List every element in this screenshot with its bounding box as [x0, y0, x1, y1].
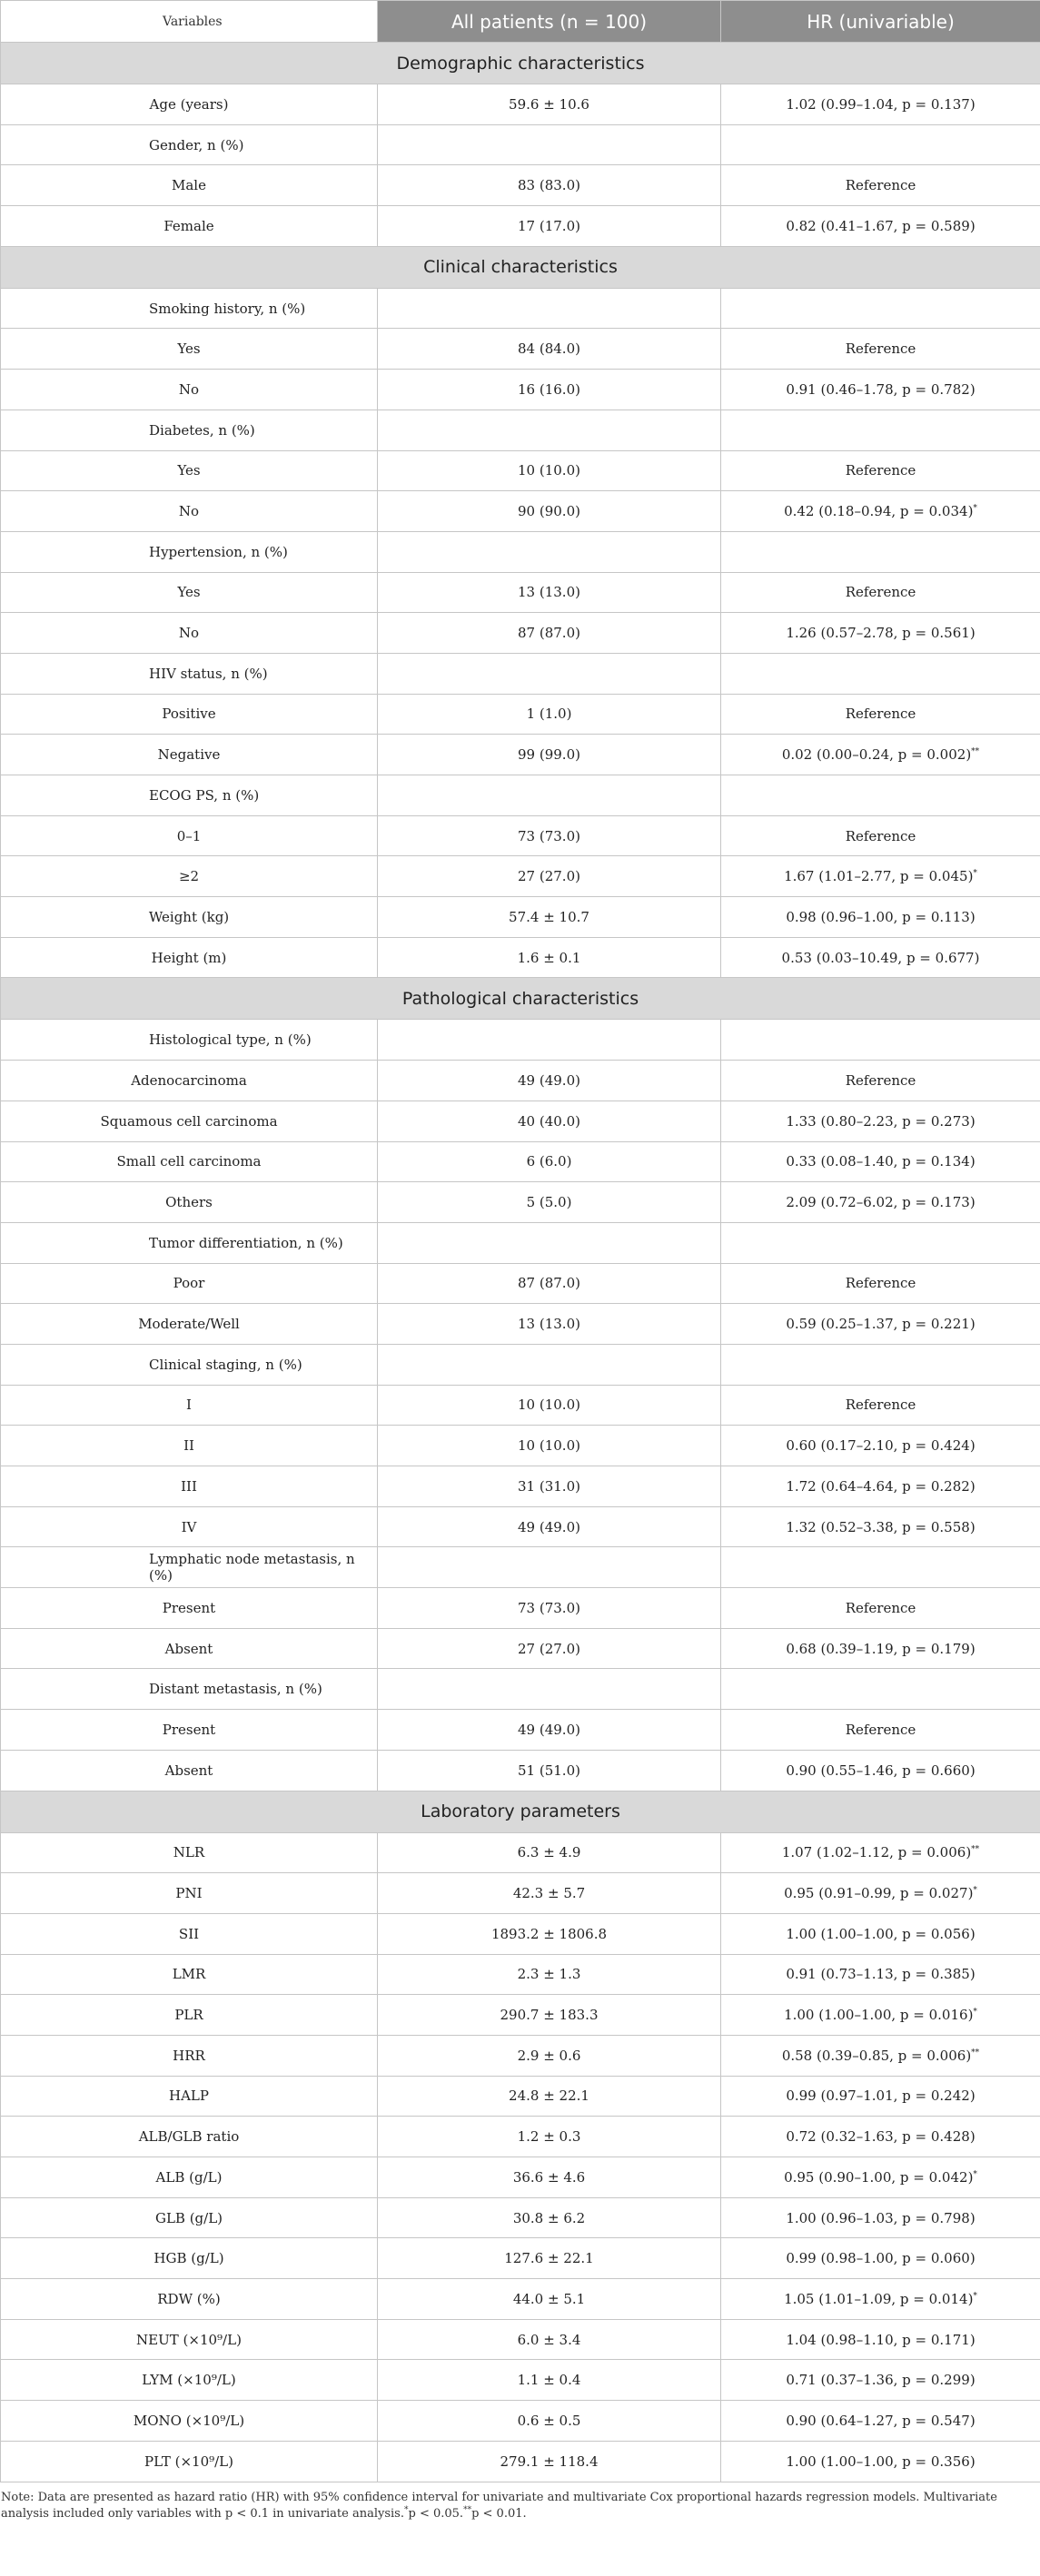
- hr-cell: [721, 1426, 1040, 1466]
- variable-label-cell: ≥2: [1, 856, 378, 897]
- group-label-cell: Distant metastasis, n (%): [1, 1669, 378, 1710]
- hr-cell: [721, 1506, 1040, 1547]
- all-patients-cell: 27 (27.0): [378, 1628, 721, 1669]
- all-patients-cell: 2.3 ± 1.3: [378, 1954, 721, 1995]
- hr-cell: [721, 735, 1040, 775]
- table-row: [1, 84, 1040, 125]
- table-row: [1, 1954, 1040, 1995]
- table-row: [1, 2360, 1040, 2401]
- hr-value: 0.99 (0.98–1.00, p = 0.060): [786, 2250, 976, 2267]
- section-header-row: [1, 1791, 1040, 1832]
- hr-value: Reference: [845, 1397, 916, 1414]
- all-patients-cell: 1.2 ± 0.3: [378, 2117, 721, 2157]
- variable-label-cell: Weight (kg): [1, 897, 378, 938]
- hr-cell: [721, 2157, 1040, 2198]
- all-patients-cell: 0.6 ± 0.5: [378, 2401, 721, 2442]
- group-label-cell: Hypertension, n (%): [1, 531, 378, 572]
- variable-label-cell: No: [1, 491, 378, 532]
- table-footnote: [0, 2482, 1040, 2522]
- hr-value: 0.99 (0.97–1.01, p = 0.242): [786, 2087, 976, 2105]
- hr-cell: [721, 2360, 1040, 2401]
- all-patients-cell: 57.4 ± 10.7: [378, 897, 721, 938]
- variable-label-cell: Present: [1, 1710, 378, 1751]
- table-row: [1, 1913, 1040, 1954]
- hr-cell: [721, 897, 1040, 938]
- hr-value: 0.91 (0.73–1.13, p = 0.385): [786, 1966, 976, 1983]
- hr-value: Reference: [845, 177, 916, 194]
- significance-marker: *: [973, 1886, 977, 1896]
- significance-marker: *: [973, 869, 977, 879]
- section-title: Pathological characteristics: [1, 978, 1040, 1020]
- hr-cell: [721, 1100, 1040, 1141]
- all-patients-cell: [378, 1020, 721, 1061]
- all-patients-cell: 90 (90.0): [378, 491, 721, 532]
- table-row: [1, 1263, 1040, 1304]
- all-patients-cell: 31 (31.0): [378, 1466, 721, 1507]
- hr-value: 0.60 (0.17–2.10, p = 0.424): [786, 1437, 976, 1455]
- variable-label-cell: Small cell carcinoma: [1, 1141, 378, 1182]
- hr-cell: [721, 2319, 1040, 2360]
- header-hr: HR (univariable): [721, 1, 1040, 43]
- variable-label-cell: Others: [1, 1182, 378, 1223]
- group-label-cell: Smoking history, n (%): [1, 288, 378, 329]
- table-row: [1, 1304, 1040, 1345]
- footnote-sig2-mark: **: [463, 2505, 472, 2515]
- variable-label-cell: Absent: [1, 1750, 378, 1791]
- footnote-sig1-text: p < 0.05.: [408, 2506, 464, 2521]
- hr-cell: [721, 450, 1040, 491]
- all-patients-cell: 51 (51.0): [378, 1750, 721, 1791]
- hr-value: 1.07 (1.02–1.12, p = 0.006): [781, 1844, 972, 1861]
- variable-label-cell: HGB (g/L): [1, 2238, 378, 2279]
- variable-label-cell: Adenocarcinoma: [1, 1061, 378, 1101]
- hr-value: 0.91 (0.46–1.78, p = 0.782): [786, 380, 976, 398]
- hr-value: 1.00 (0.96–1.03, p = 0.798): [786, 2209, 976, 2226]
- hr-value: 0.58 (0.39–0.85, p = 0.006): [781, 2047, 972, 2064]
- hr-value: Reference: [845, 1275, 916, 1292]
- variable-label-cell: No: [1, 613, 378, 654]
- hr-cell: [721, 1344, 1040, 1385]
- table-row: [1, 1222, 1040, 1263]
- table-row: [1, 1182, 1040, 1223]
- variable-label-cell: SII: [1, 1913, 378, 1954]
- variable-label-cell: Negative: [1, 735, 378, 775]
- table-row: [1, 124, 1040, 165]
- hr-cell: [721, 2441, 1040, 2482]
- all-patients-cell: 84 (84.0): [378, 329, 721, 370]
- hr-cell: [721, 531, 1040, 572]
- variable-label-cell: GLB (g/L): [1, 2197, 378, 2238]
- variable-label-cell: Height (m): [1, 937, 378, 978]
- all-patients-cell: 10 (10.0): [378, 1426, 721, 1466]
- variable-label-cell: Moderate/Well: [1, 1304, 378, 1345]
- hr-value: Reference: [845, 1071, 916, 1089]
- table-row: [1, 1344, 1040, 1385]
- table-row: [1, 1506, 1040, 1547]
- significance-marker: **: [971, 2048, 980, 2058]
- hr-cell: [721, 2035, 1040, 2076]
- table-row: [1, 2117, 1040, 2157]
- hr-value: 1.33 (0.80–2.23, p = 0.273): [786, 1112, 976, 1130]
- all-patients-cell: [378, 775, 721, 816]
- hr-cell: [721, 1873, 1040, 1914]
- hr-value: 0.72 (0.32–1.63, p = 0.428): [786, 2128, 976, 2146]
- all-patients-cell: 49 (49.0): [378, 1506, 721, 1547]
- variable-label-cell: LYM (×10⁹/L): [1, 2360, 378, 2401]
- hr-cell: [721, 815, 1040, 856]
- group-label-cell: Tumor differentiation, n (%): [1, 1222, 378, 1263]
- hr-cell: [721, 1385, 1040, 1426]
- group-label-cell: ECOG PS, n (%): [1, 775, 378, 816]
- variable-label-cell: NLR: [1, 1832, 378, 1873]
- all-patients-cell: [378, 1669, 721, 1710]
- group-label-cell: Lymphatic node metastasis, n (%): [1, 1547, 378, 1588]
- hr-value: 0.95 (0.90–1.00, p = 0.042): [784, 2168, 974, 2186]
- hr-value: 0.90 (0.64–1.27, p = 0.547): [786, 2412, 976, 2429]
- variable-label-cell: III: [1, 1466, 378, 1507]
- all-patients-cell: 279.1 ± 118.4: [378, 2441, 721, 2482]
- footnote-sig1-mark: *: [404, 2505, 409, 2515]
- all-patients-cell: 13 (13.0): [378, 572, 721, 613]
- table-row: [1, 2157, 1040, 2198]
- table-row: [1, 1669, 1040, 1710]
- significance-marker: **: [971, 747, 980, 757]
- hr-cell: [721, 694, 1040, 735]
- hr-cell: [721, 1588, 1040, 1629]
- table-row: [1, 1385, 1040, 1426]
- hr-value: 0.42 (0.18–0.94, p = 0.034): [784, 503, 974, 520]
- hr-value: Reference: [845, 1599, 916, 1616]
- table-row: [1, 1995, 1040, 2036]
- variable-label-cell: PLR: [1, 1995, 378, 2036]
- all-patients-cell: 87 (87.0): [378, 1263, 721, 1304]
- variable-label-cell: Yes: [1, 450, 378, 491]
- all-patients-cell: 73 (73.0): [378, 1588, 721, 1629]
- hr-value: Reference: [845, 827, 916, 844]
- hr-value: 1.05 (1.01–1.09, p = 0.014): [784, 2290, 974, 2307]
- hr-cell: [721, 1710, 1040, 1751]
- hr-value: 1.72 (0.64–4.64, p = 0.282): [786, 1477, 976, 1495]
- all-patients-cell: 5 (5.0): [378, 1182, 721, 1223]
- section-title: Laboratory parameters: [1, 1791, 1040, 1832]
- hr-cell: [721, 1913, 1040, 1954]
- variable-label-cell: 0–1: [1, 815, 378, 856]
- variable-label-cell: IV: [1, 1506, 378, 1547]
- hr-value: 0.82 (0.41–1.67, p = 0.589): [786, 217, 976, 234]
- table-row: [1, 1141, 1040, 1182]
- table-row: [1, 370, 1040, 410]
- table-row: [1, 1628, 1040, 1669]
- variable-label-cell: Positive: [1, 694, 378, 735]
- table-row: [1, 2076, 1040, 2117]
- variable-label-cell: ALB (g/L): [1, 2157, 378, 2198]
- all-patients-cell: 6.0 ± 3.4: [378, 2319, 721, 2360]
- section-header-row: [1, 978, 1040, 1020]
- variable-label-cell: II: [1, 1426, 378, 1466]
- table-row: [1, 1426, 1040, 1466]
- variable-label-cell: HRR: [1, 2035, 378, 2076]
- all-patients-cell: [378, 531, 721, 572]
- all-patients-cell: 40 (40.0): [378, 1100, 721, 1141]
- all-patients-cell: 1.6 ± 0.1: [378, 937, 721, 978]
- table-row: [1, 815, 1040, 856]
- hr-value: 0.95 (0.91–0.99, p = 0.027): [784, 1885, 974, 1902]
- significance-marker: *: [973, 2291, 977, 2301]
- all-patients-cell: [378, 1547, 721, 1588]
- hr-cell: [721, 775, 1040, 816]
- hr-value: 1.32 (0.52–3.38, p = 0.558): [786, 1518, 976, 1535]
- all-patients-cell: 83 (83.0): [378, 165, 721, 206]
- hr-cell: [721, 1628, 1040, 1669]
- table-row: [1, 491, 1040, 532]
- all-patients-cell: 87 (87.0): [378, 613, 721, 654]
- variable-label-cell: Female: [1, 206, 378, 247]
- hr-cell: [721, 1304, 1040, 1345]
- footnote-sig2-text: p < 0.01.: [471, 2506, 527, 2521]
- all-patients-cell: 2.9 ± 0.6: [378, 2035, 721, 2076]
- table-row: [1, 572, 1040, 613]
- hr-cell: [721, 653, 1040, 694]
- all-patients-cell: 127.6 ± 22.1: [378, 2238, 721, 2279]
- hr-cell: [721, 572, 1040, 613]
- all-patients-cell: 42.3 ± 5.7: [378, 1873, 721, 1914]
- hr-value: 1.00 (1.00–1.00, p = 0.016): [784, 2007, 974, 2024]
- hr-cell: [721, 1020, 1040, 1061]
- all-patients-cell: 13 (13.0): [378, 1304, 721, 1345]
- variable-label-cell: LMR: [1, 1954, 378, 1995]
- table-row: [1, 2441, 1040, 2482]
- hr-value: 0.33 (0.08–1.40, p = 0.134): [786, 1153, 976, 1170]
- table-body: [1, 43, 1040, 2482]
- hr-cell: [721, 856, 1040, 897]
- significance-marker: *: [973, 2169, 977, 2179]
- hr-cell: [721, 1750, 1040, 1791]
- all-patients-cell: 59.6 ± 10.6: [378, 84, 721, 125]
- table-row: [1, 1061, 1040, 1101]
- variable-label-cell: RDW (%): [1, 2279, 378, 2320]
- all-patients-cell: 49 (49.0): [378, 1061, 721, 1101]
- hr-cell: [721, 124, 1040, 165]
- table-row: [1, 1832, 1040, 1873]
- table-row: [1, 329, 1040, 370]
- hr-cell: [721, 1547, 1040, 1588]
- hr-cell: [721, 1222, 1040, 1263]
- table-row: [1, 653, 1040, 694]
- hr-cell: [721, 1954, 1040, 1995]
- table-row: [1, 206, 1040, 247]
- header-all-patients: All patients (n = 100): [378, 1, 721, 43]
- all-patients-cell: 30.8 ± 6.2: [378, 2197, 721, 2238]
- table-row: [1, 2238, 1040, 2279]
- section-header-row: [1, 246, 1040, 288]
- variable-label-cell: Present: [1, 1588, 378, 1629]
- hr-cell: [721, 84, 1040, 125]
- variable-label-cell: Poor: [1, 1263, 378, 1304]
- all-patients-cell: [378, 1222, 721, 1263]
- hr-value: 1.00 (1.00–1.00, p = 0.356): [786, 2453, 976, 2470]
- all-patients-cell: 36.6 ± 4.6: [378, 2157, 721, 2198]
- variable-label-cell: Squamous cell carcinoma: [1, 1100, 378, 1141]
- hr-cell: [721, 1182, 1040, 1223]
- hr-value: 0.98 (0.96–1.00, p = 0.113): [786, 908, 976, 925]
- section-header-row: [1, 43, 1040, 84]
- hr-cell: [721, 410, 1040, 450]
- hr-value: 2.09 (0.72–6.02, p = 0.173): [786, 1194, 976, 1211]
- hr-cell: [721, 937, 1040, 978]
- all-patients-cell: 290.7 ± 183.3: [378, 1995, 721, 2036]
- table-row: [1, 2197, 1040, 2238]
- hr-cell: [721, 329, 1040, 370]
- all-patients-cell: 49 (49.0): [378, 1710, 721, 1751]
- variable-label-cell: Yes: [1, 329, 378, 370]
- all-patients-cell: [378, 124, 721, 165]
- table-row: [1, 1750, 1040, 1791]
- all-patients-cell: 10 (10.0): [378, 1385, 721, 1426]
- all-patients-cell: 99 (99.0): [378, 735, 721, 775]
- hr-cell: [721, 206, 1040, 247]
- table-row: [1, 1710, 1040, 1751]
- table-row: [1, 288, 1040, 329]
- hr-cell: [721, 165, 1040, 206]
- hr-cell: [721, 2117, 1040, 2157]
- hr-value: Reference: [845, 1721, 916, 1738]
- variable-label-cell: Age (years): [1, 84, 378, 125]
- hr-value: 0.68 (0.39–1.19, p = 0.179): [786, 1640, 976, 1657]
- all-patients-cell: 27 (27.0): [378, 856, 721, 897]
- variable-label-cell: PNI: [1, 1873, 378, 1914]
- all-patients-cell: 1 (1.0): [378, 694, 721, 735]
- table-row: [1, 937, 1040, 978]
- all-patients-cell: 10 (10.0): [378, 450, 721, 491]
- table-row: [1, 1588, 1040, 1629]
- all-patients-cell: 6.3 ± 4.9: [378, 1832, 721, 1873]
- table-row: [1, 2319, 1040, 2360]
- hr-value: Reference: [845, 584, 916, 601]
- table-row: [1, 1466, 1040, 1507]
- hr-value: 0.02 (0.00–0.24, p = 0.002): [781, 746, 972, 764]
- variable-label-cell: PLT (×10⁹/L): [1, 2441, 378, 2482]
- table-row: [1, 694, 1040, 735]
- hr-cell: [721, 2076, 1040, 2117]
- hr-cell: [721, 370, 1040, 410]
- hr-cell: [721, 1466, 1040, 1507]
- hr-value: 1.00 (1.00–1.00, p = 0.056): [786, 1925, 976, 1942]
- table-row: [1, 1020, 1040, 1061]
- all-patients-cell: [378, 653, 721, 694]
- significance-marker: *: [973, 2008, 977, 2018]
- variable-label-cell: Absent: [1, 1628, 378, 1669]
- significance-marker: **: [971, 1845, 980, 1855]
- hr-cell: [721, 491, 1040, 532]
- variable-label-cell: I: [1, 1385, 378, 1426]
- hr-value: 0.71 (0.37–1.36, p = 0.299): [786, 2372, 976, 2389]
- hr-value: 0.53 (0.03–10.49, p = 0.677): [781, 949, 980, 966]
- header-variables: Variables: [1, 1, 378, 43]
- table-row: [1, 531, 1040, 572]
- all-patients-cell: 6 (6.0): [378, 1141, 721, 1182]
- all-patients-cell: 73 (73.0): [378, 815, 721, 856]
- section-title: Clinical characteristics: [1, 246, 1040, 288]
- footnote-main: Note: Data are presented as hazard ratio (HR) with 95% confidence interval for univariate and multivariate Cox proportional hazards regression models. Multivariate analysis included only variables with p < 0.1 in univariate analysis.: [1, 2490, 997, 2521]
- hr-cell: [721, 1263, 1040, 1304]
- variable-label-cell: MONO (×10⁹/L): [1, 2401, 378, 2442]
- hr-cell: [721, 1669, 1040, 1710]
- hr-value: 1.67 (1.01–2.77, p = 0.045): [784, 868, 974, 885]
- all-patients-cell: [378, 1344, 721, 1385]
- table-row: [1, 450, 1040, 491]
- hr-cell: [721, 1995, 1040, 2036]
- table-row: [1, 775, 1040, 816]
- all-patients-cell: [378, 288, 721, 329]
- table-row: [1, 410, 1040, 450]
- table-row: [1, 856, 1040, 897]
- hr-cell: [721, 2197, 1040, 2238]
- hr-value: Reference: [845, 341, 916, 358]
- group-label-cell: Clinical staging, n (%): [1, 1344, 378, 1385]
- table-row: [1, 2279, 1040, 2320]
- table-header-row: [1, 1, 1040, 43]
- table-row: [1, 2401, 1040, 2442]
- all-patients-cell: 17 (17.0): [378, 206, 721, 247]
- hr-cell: [721, 1141, 1040, 1182]
- hr-cell: [721, 2279, 1040, 2320]
- variable-label-cell: Yes: [1, 572, 378, 613]
- table-row: [1, 735, 1040, 775]
- variable-label-cell: Male: [1, 165, 378, 206]
- group-label-cell: Gender, n (%): [1, 124, 378, 165]
- hr-value: 1.26 (0.57–2.78, p = 0.561): [786, 625, 976, 642]
- hr-value: Reference: [845, 462, 916, 479]
- hr-value: 1.04 (0.98–1.10, p = 0.171): [786, 2331, 976, 2348]
- variable-label-cell: NEUT (×10⁹/L): [1, 2319, 378, 2360]
- table-row: [1, 2035, 1040, 2076]
- hr-value: 1.02 (0.99–1.04, p = 0.137): [786, 95, 976, 113]
- section-title: Demographic characteristics: [1, 43, 1040, 84]
- hr-cell: [721, 613, 1040, 654]
- all-patients-cell: 44.0 ± 5.1: [378, 2279, 721, 2320]
- hr-cell: [721, 1061, 1040, 1101]
- table-row: [1, 1547, 1040, 1588]
- group-label-cell: Histological type, n (%): [1, 1020, 378, 1061]
- all-patients-cell: 1893.2 ± 1806.8: [378, 1913, 721, 1954]
- hr-value: Reference: [845, 706, 916, 723]
- table-row: [1, 897, 1040, 938]
- significance-marker: *: [973, 504, 977, 514]
- hr-cell: [721, 2238, 1040, 2279]
- all-patients-cell: [378, 410, 721, 450]
- variable-label-cell: ALB/GLB ratio: [1, 2117, 378, 2157]
- table-row: [1, 613, 1040, 654]
- hr-cell: [721, 288, 1040, 329]
- hr-value: 0.59 (0.25–1.37, p = 0.221): [786, 1316, 976, 1333]
- hr-cell: [721, 2401, 1040, 2442]
- hr-value: 0.90 (0.55–1.46, p = 0.660): [786, 1762, 976, 1779]
- table-row: [1, 1873, 1040, 1914]
- group-label-cell: Diabetes, n (%): [1, 410, 378, 450]
- hr-cell: [721, 1832, 1040, 1873]
- all-patients-cell: 16 (16.0): [378, 370, 721, 410]
- variable-label-cell: HALP: [1, 2076, 378, 2117]
- group-label-cell: HIV status, n (%): [1, 653, 378, 694]
- variable-label-cell: No: [1, 370, 378, 410]
- all-patients-cell: 24.8 ± 22.1: [378, 2076, 721, 2117]
- table-row: [1, 165, 1040, 206]
- table-row: [1, 1100, 1040, 1141]
- all-patients-cell: 1.1 ± 0.4: [378, 2360, 721, 2401]
